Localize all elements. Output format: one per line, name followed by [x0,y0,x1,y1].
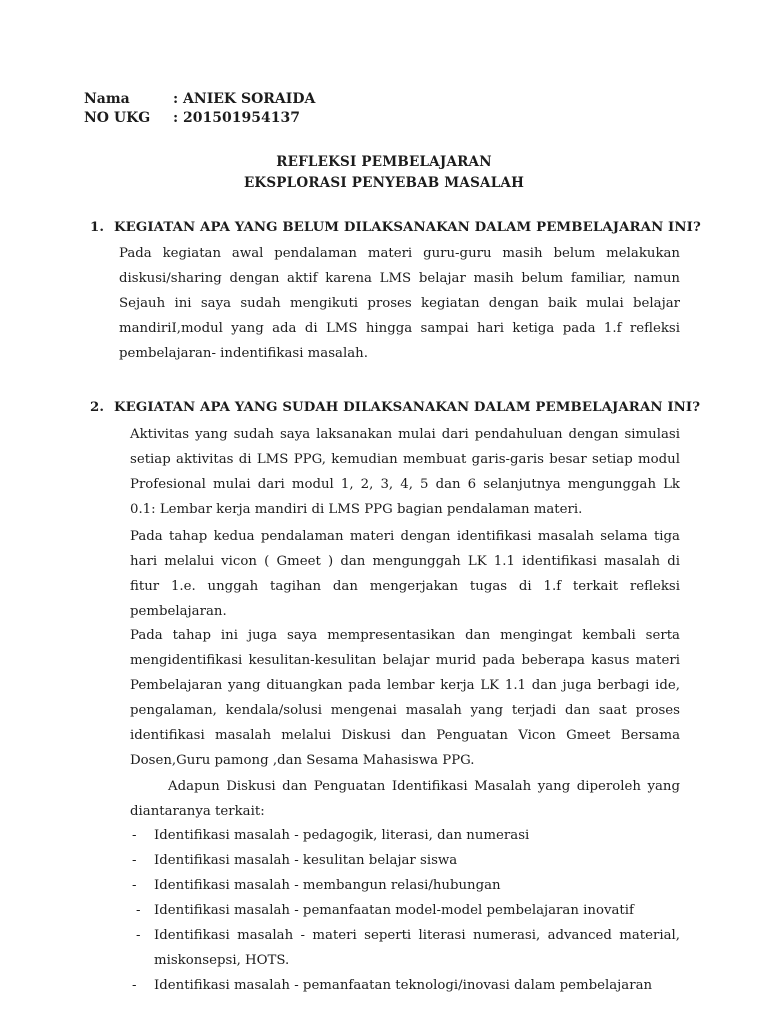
paragraph-line: mandiriI,modul yang ada di LMS hingga sampai hari ketiga pada 1.f refleksi [119,321,680,336]
list-item [130,848,680,873]
paragraph-line: hari melalui vicon ( Gmeet ) dan mengunggah LK 1.1 identifikasi masalah di [130,554,680,569]
section-1-paragraph [119,241,680,366]
name-label: Nama [84,91,130,107]
paragraph-line: Profesional mulai dari modul 1, 2, 3, 4, 5 dan 6 selanjutnya mengunggah Lk [130,477,680,492]
paragraph-line: Pada tahap kedua pendalaman materi dengan identifikasi masalah selama tiga [130,529,680,544]
title-line-2: EKSPLORASI PENYEBAB MASALAH [243,175,525,191]
section-1-heading-text: KEGIATAN APA YANG BELUM DILAKSANAKAN DALAM PEMBELAJARAN INI? [114,220,701,235]
list-item-text: Identifikasi masalah - pedagogik, literasi, dan numerasi [154,828,530,843]
paragraph-line: Pada kegiatan awal pendalaman materi guru-guru masih belum melakukan [119,246,680,261]
list-item-text: Identifikasi masalah - pemanfaatan model-model pembelajaran inovatif [154,903,634,918]
ukg-label: NO UKG [84,110,151,126]
dash-bullet: - [136,928,141,943]
dash-bullet: - [132,828,137,843]
paragraph-line: pembelajaran- indentifikasi masalah. [119,346,368,361]
list-item-text: Identifikasi masalah - materi seperti literasi numerasi, advanced material, [154,928,680,943]
dash-bullet: - [132,978,137,993]
document-title [0,152,768,194]
paragraph-line: diskusi/sharing dengan aktif karena LMS belajar masih belum familiar, namun [119,271,680,286]
section-2-paragraph-2 [130,524,680,624]
section-2-heading [90,400,700,415]
paragraph-line: pembelajaran. [130,604,227,619]
list-item [130,873,680,898]
ukg-row [84,109,315,128]
paragraph-line: Dosen,Guru pamong ,dan Sesama Mahasiswa PPG. [130,753,475,768]
section-2-heading-text: KEGIATAN APA YANG SUDAH DILAKSANAKAN DALAM PEMBELAJARAN INI? [114,400,701,415]
section-2-number: 2. [90,400,105,415]
paragraph-line: setiap aktivitas di LMS PPG, kemudian membuat garis-garis besar setiap modul [130,452,680,467]
ukg-value: : 201501954137 [173,110,300,126]
list-item-text: miskonsepsi, HOTS. [154,953,290,968]
dash-bullet: - [132,878,137,893]
name-row [84,90,315,109]
paragraph-line: diantaranya terkait: [130,804,265,819]
paragraph-line: identifikasi masalah melalui Diskusi dan Penguatan Vicon Gmeet Bersama [130,728,680,743]
paragraph-line: Sejauh ini saya sudah mengikuti proses kegiatan dengan baik mulai belajar [119,296,680,311]
section-1-number: 1. [90,220,105,235]
paragraph-line: Adapun Diskusi dan Penguatan Identifikasi Masalah yang diperoleh yang [168,779,680,794]
list-item [130,898,680,923]
paragraph-line: mengidentifikasi kesulitan-kesulitan belajar murid pada beberapa kasus materi [130,653,680,668]
section-2-paragraph-3 [130,623,680,773]
list-item [130,823,680,848]
dash-bullet: - [132,853,137,868]
list-item-text: Identifikasi masalah - membangun relasi/hubungan [154,878,501,893]
list-item [130,923,680,973]
section-1-heading [90,220,701,235]
paragraph-line: Aktivitas yang sudah saya laksanakan mulai dari pendahuluan dengan simulasi [130,427,680,442]
title-line-1: REFLEKSI PEMBELAJARAN [276,154,492,170]
paragraph-line: 0.1: Lembar kerja mandiri di LMS PPG bagian pendalaman materi. [130,502,583,517]
list-item [130,973,680,998]
list-item-text: Identifikasi masalah - kesulitan belajar siswa [154,853,458,868]
identity-block [84,90,315,128]
paragraph-line: Pada tahap ini juga saya mempresentasikan dan mengingat kembali serta [130,628,680,643]
paragraph-line: fitur 1.e. unggah tagihan dan mengerjakan tugas di 1.f terkait refleksi [130,579,680,594]
list-item-text: Identifikasi masalah - pemanfaatan teknologi/inovasi dalam pembelajaran [154,978,653,993]
section-2-paragraph-1 [130,422,680,522]
section-2-paragraph-4 [130,774,680,824]
problem-identification-list [130,823,680,998]
name-value: : ANIEK SORAIDA [173,91,316,107]
paragraph-line: pengalaman, kendala/solusi mengenai masalah yang terjadi dan saat proses [130,703,680,718]
dash-bullet: - [136,903,141,918]
paragraph-line: Pembelajaran yang dituangkan pada lembar kerja LK 1.1 dan juga berbagi ide, [130,678,680,693]
